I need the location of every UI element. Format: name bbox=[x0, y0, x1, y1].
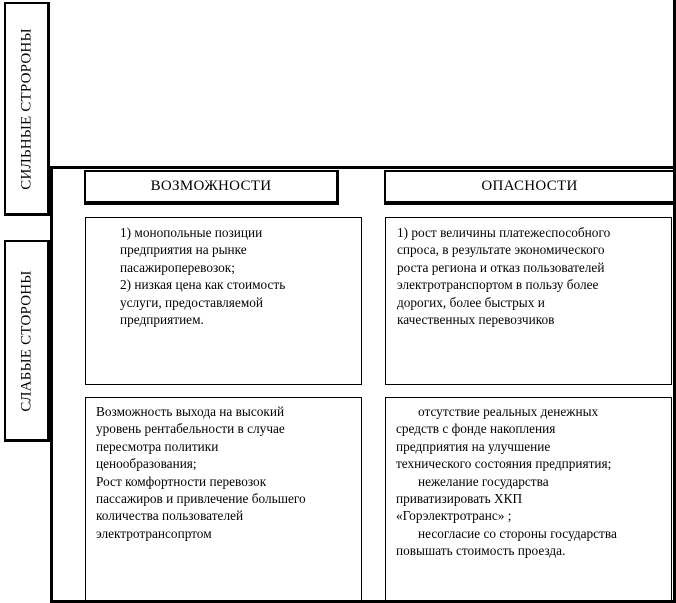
cell-line: приватизировать ХКП bbox=[396, 491, 523, 507]
opportunities-header bbox=[84, 170, 339, 205]
strengths-threats-cell bbox=[385, 217, 672, 385]
cell-line: 1) рост величины платежеспособного bbox=[397, 225, 611, 240]
cell-line: пересмотра политики bbox=[96, 438, 219, 454]
cell-line: средств с фонде накопления bbox=[396, 421, 556, 437]
cell-line: ценообразования; bbox=[96, 456, 197, 472]
cell-line: уровень рентабельности в случае bbox=[96, 421, 285, 437]
cell-line: электротранспортом в пользу более bbox=[397, 277, 599, 293]
cell-line: дорогих, более быстрых и bbox=[397, 294, 545, 310]
matrix-frame-top bbox=[50, 166, 676, 169]
cell-line: повышать стоимость проезда. bbox=[396, 543, 566, 559]
cell-line: отсутствие реальных денежных bbox=[418, 404, 599, 419]
weaknesses-threats-cell bbox=[385, 397, 672, 601]
cell-line: электротрансопртом bbox=[96, 525, 212, 541]
cell-line: «Горэлектротранс» ; bbox=[396, 508, 512, 524]
cell-line: количества пользователей bbox=[96, 508, 244, 524]
cell-line: качественных перевозчиков bbox=[397, 312, 555, 328]
strengths-label: СИЛЬНЫЕ СТРОРОНЫ bbox=[18, 27, 34, 190]
strengths-opportunities-cell bbox=[85, 217, 362, 385]
matrix-frame-left bbox=[50, 166, 53, 603]
cell-line: 2) низкая цена как стоимость bbox=[120, 277, 286, 293]
cell-line: нежелание государства bbox=[418, 473, 549, 489]
weaknesses-label: СЛАБЫЕ СТОРОНЫ bbox=[18, 269, 34, 412]
cell-line: несогласие со стороны государства bbox=[418, 525, 617, 541]
opportunities-header-label: ВОЗМОЖНОСТИ bbox=[150, 178, 272, 194]
cell-line: предприятия на улучшение bbox=[396, 438, 551, 454]
weaknesses-label-box bbox=[4, 240, 50, 442]
cell-line: 1) монопольные позиции bbox=[120, 225, 263, 240]
cell-line: предприятия на рынке bbox=[120, 242, 247, 258]
weaknesses-opportunities-cell bbox=[85, 397, 362, 601]
threats-header bbox=[384, 170, 676, 205]
threats-header-label: ОПАСНОСТИ bbox=[481, 178, 578, 194]
cell-line: пасажироперевозок; bbox=[120, 259, 235, 275]
strengths-label-box bbox=[4, 2, 50, 216]
cell-line: роста региона и отказ пользователей bbox=[397, 259, 605, 275]
cell-line: Рост комфортности перевозок bbox=[96, 473, 267, 489]
cell-line: Возможность выхода на высокий bbox=[96, 404, 285, 419]
cell-line: спроса, в результате экономического bbox=[397, 242, 605, 258]
cell-line: пассажиров и привлечение большего bbox=[96, 491, 306, 507]
cell-line: предприятием. bbox=[120, 312, 204, 328]
cell-line: технического состояния предприятия; bbox=[396, 456, 612, 472]
cell-line: услуги, предоставляемой bbox=[120, 294, 263, 310]
